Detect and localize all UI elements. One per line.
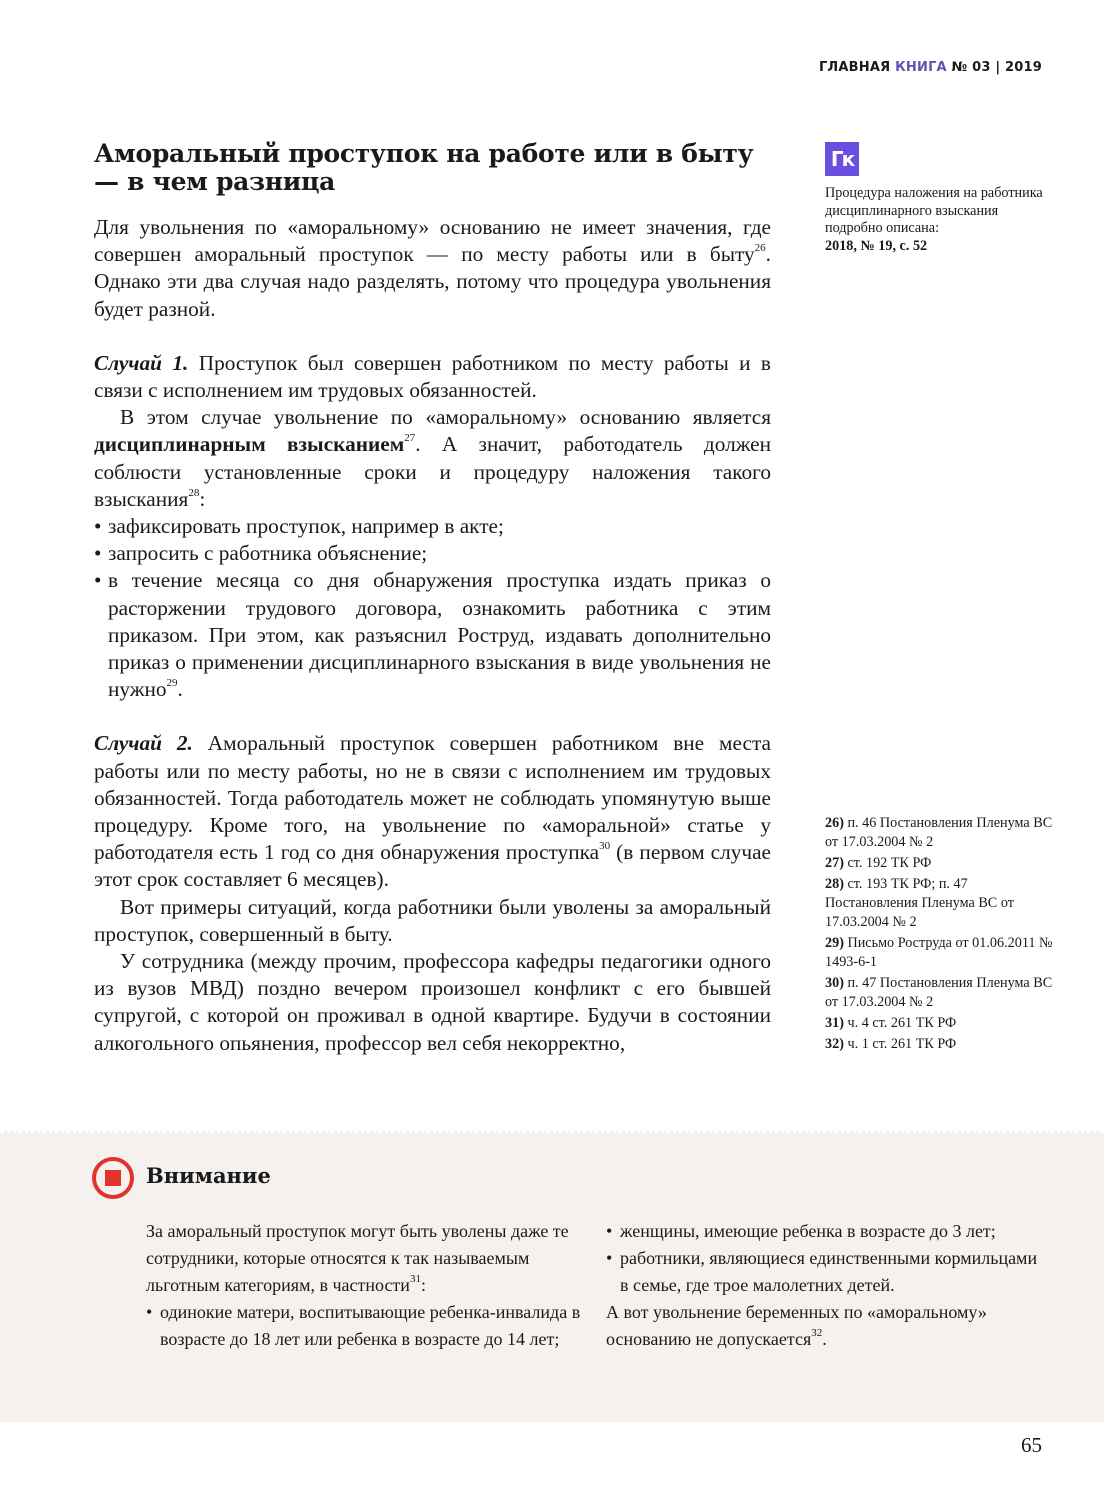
footnote-ref: 32 bbox=[811, 1327, 823, 1339]
issue-number: № 03 | 2019 bbox=[951, 60, 1042, 75]
text-segment: в течение месяца со дня обнаружения проступка издать приказ о расторжении трудового договора, ознакомить работника с этим приказом. При этом, как разъяснил Роструд, издавать дополнительно приказ о применении дисциплинарного взыскания в виде увольнения не нужно bbox=[108, 568, 771, 702]
footnotes bbox=[825, 814, 1055, 1056]
text-segment: дисциплинарным взысканием bbox=[94, 432, 405, 457]
footnote-text: ч. 1 ст. 261 ТК РФ bbox=[847, 1036, 957, 1052]
footnote-number: 27) bbox=[825, 855, 844, 871]
footnote-number: 31) bbox=[825, 1015, 844, 1031]
gk-logo-icon bbox=[825, 142, 859, 176]
text-segment: запросить с работника объяснение; bbox=[108, 541, 428, 566]
text-segment: . А значит, работодатель должен соблюсти установленные сроки и процедуру наложения такого взыскания bbox=[94, 432, 771, 511]
footnote bbox=[825, 934, 1055, 972]
footnote-ref: 31 bbox=[409, 1273, 421, 1285]
brand-accent: КНИГА bbox=[895, 60, 947, 75]
attention-right-column bbox=[606, 1218, 1046, 1353]
footnote-ref: 28 bbox=[188, 486, 200, 499]
footnote bbox=[825, 875, 1055, 932]
paragraph bbox=[94, 894, 771, 948]
sidebar-ref: 2018, № 19, с. 52 bbox=[825, 237, 928, 254]
text-segment: У сотрудника (между прочим, профессора кафедры педагогики одного из вузов МВД) поздно вечером произошел конфликт с его бывшей супругой, с которой он проживал в одной квартире. Будучи в состоянии алкогольного опьянения, профессор вел себя некорректно, bbox=[94, 949, 771, 1055]
attention-outro: А вот увольнение беременных по «аморальному» основанию не допускается$^{32}$. bbox=[606, 1302, 987, 1349]
footnote-ref: 29 bbox=[166, 677, 178, 690]
stop-icon bbox=[92, 1157, 134, 1199]
paragraph bbox=[94, 948, 771, 1057]
paragraph bbox=[94, 730, 771, 893]
footnote-number: 30) bbox=[825, 975, 844, 991]
paragraph bbox=[94, 214, 771, 323]
footnote bbox=[825, 854, 1055, 873]
footnote-number: 28) bbox=[825, 876, 844, 892]
article-body bbox=[94, 214, 771, 1057]
footnote bbox=[825, 814, 1055, 852]
text-segment: Проступок был совершен работником по месту работы и в связи с исполнением им трудовых обязанностей. bbox=[94, 350, 771, 403]
text-segment: (в первом случае этот срок составляет 6 месяцев). bbox=[94, 840, 772, 892]
article-title: Аморальный проступок на работе или в быту — в чем разница bbox=[94, 139, 754, 196]
page-number: 65 bbox=[1021, 1433, 1042, 1457]
list-item: • работники, являющиеся единственными кормильцами в семье, где трое малолетних детей. bbox=[606, 1245, 1046, 1299]
attention-left-column bbox=[146, 1218, 586, 1353]
paragraph bbox=[94, 350, 771, 404]
footnote-number: 29) bbox=[825, 935, 844, 951]
footnote-ref: 30 bbox=[599, 840, 611, 853]
brand-main: ГЛАВНАЯ bbox=[818, 60, 891, 75]
text-segment: Для увольнения по «аморальному» основанию не имеет значения, где совершен аморальный проступок — по месту работы или в быту bbox=[94, 215, 771, 267]
list-item: • одинокие матери, воспитывающие ребенка-инвалида в возрасте до 18 лет или ребенка в возрасте до 14 лет; bbox=[146, 1299, 586, 1353]
text-segment: Аморальный проступок совершен работником вне места работы или по месту работы, но не в связи с исполнением им трудовых обязанностей. Тогда работодатель может не соблюдать упомянутую выше процедуру. Кроме того, на увольнение по «аморальной» статье у работодателя есть 1 год со дня обнаружения проступка bbox=[94, 731, 771, 865]
paragraph bbox=[94, 404, 771, 513]
text-segment: Случай 2. bbox=[94, 731, 193, 756]
attention-title: Внимание bbox=[146, 1163, 271, 1188]
text-segment: В этом случае увольнение по «аморальному» основанию является bbox=[120, 405, 771, 430]
sidebar-note bbox=[825, 185, 1055, 255]
footnote-number: 26) bbox=[825, 815, 844, 831]
footnote-number: 32) bbox=[825, 1036, 844, 1052]
text-segment: Вот примеры ситуаций, когда работники были уволены за аморальный проступок, совершенный в быту. bbox=[94, 894, 771, 946]
footnote-text: Письмо Роструда от 01.06.2011 № 1493-6-1 bbox=[825, 935, 1053, 970]
bullet-list bbox=[94, 513, 771, 703]
logo-text: Гк bbox=[830, 147, 854, 171]
running-header bbox=[819, 60, 1042, 75]
footnote-text: п. 47 Постановления Пленума ВС от 17.03.2004 № 2 bbox=[825, 975, 1053, 1010]
footnote-ref: 26 bbox=[754, 242, 766, 255]
attention-intro: За аморальный проступок могут быть уволены даже те сотрудники, которые относятся к так называемым льготным категориям, в частности$^{31}$: bbox=[146, 1221, 569, 1295]
footnote-ref: 27 bbox=[404, 432, 416, 445]
text-segment: зафиксировать проступок, например в акте; bbox=[108, 514, 504, 539]
intro-text: За аморальный проступок могут быть уволены даже те сотрудники, которые относятся к так называемым льготным категориям, в частности bbox=[146, 1221, 569, 1295]
footnote bbox=[825, 974, 1055, 1012]
list-item bbox=[94, 513, 771, 540]
footnote bbox=[825, 1014, 1055, 1033]
text-segment: . bbox=[177, 677, 183, 702]
list-item: • женщины, имеющие ребенка в возрасте до 3 лет; bbox=[606, 1218, 1046, 1245]
footnote bbox=[825, 1035, 1055, 1054]
list-item bbox=[94, 567, 771, 703]
text-segment: Случай 1. bbox=[94, 350, 189, 375]
sidebar-text: Процедура наложения на работника дисциплинарного взыскания подробно описана: bbox=[825, 185, 1043, 236]
footnote-text: ст. 193 ТК РФ; п. 47 Постановления Пленума ВС от 17.03.2004 № 2 bbox=[825, 876, 1014, 930]
footnote-text: п. 46 Постановления Пленума ВС от 17.03.2004 № 2 bbox=[825, 815, 1053, 850]
footnote-text: ч. 4 ст. 261 ТК РФ bbox=[847, 1015, 957, 1031]
list-item bbox=[94, 540, 771, 567]
text-segment: . Однако эти два случая надо разделять, потому что процедура увольнения будет разной. bbox=[94, 242, 771, 321]
text-segment: : bbox=[199, 486, 206, 511]
outro-text: А вот увольнение беременных по «аморальному» основанию не допускается bbox=[606, 1302, 987, 1349]
footnote-text: ст. 192 ТК РФ bbox=[847, 855, 932, 871]
